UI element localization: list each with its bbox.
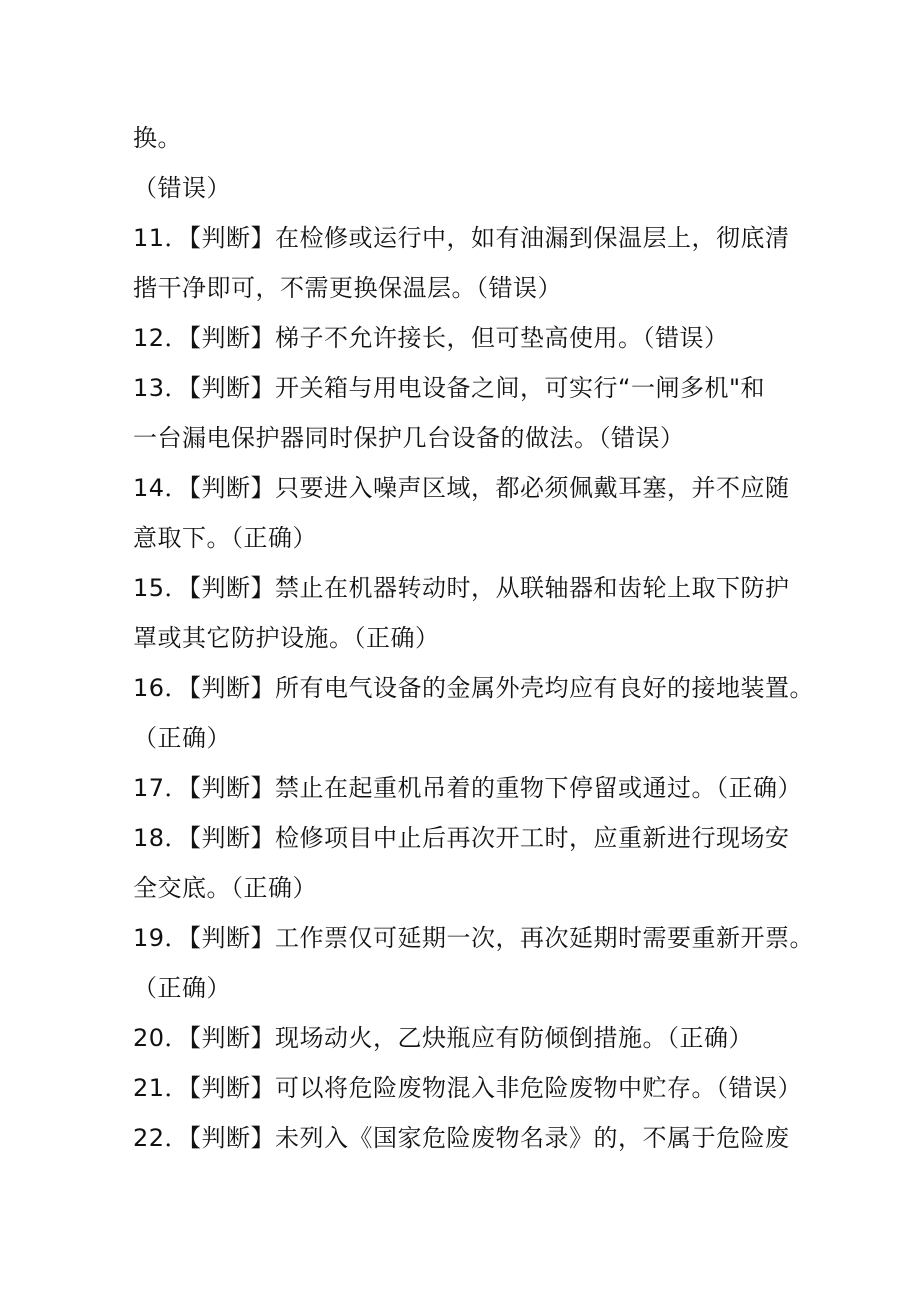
text-line: 全交底。（正确）: [133, 874, 317, 902]
text-line: 14．【判断】只要进入噪声区域，都必须佩戴耳塞，并不应随: [133, 474, 790, 502]
text-line: 15．【判断】禁止在机器转动时，从联轴器和齿轮上取下防护: [133, 574, 790, 602]
text-line: （正确）: [133, 974, 231, 1002]
text-line: 换。: [133, 124, 182, 152]
text-line: 11．【判断】在检修或运行中，如有油漏到保温层上，彻底清: [133, 224, 790, 252]
text-line: （正确）: [133, 724, 231, 752]
text-line: 21．【判断】可以将危险废物混入非危险废物中贮存。（错误）: [133, 1074, 803, 1102]
text-line: 揩干净即可，不需更换保温层。（错误）: [133, 274, 562, 302]
text-line: 16．【判断】所有电气设备的金属外壳均应有良好的接地装置。: [133, 674, 815, 702]
text-line: 13．【判断】开关箱与用电设备之间，可实行“一闸多机"和: [133, 374, 766, 402]
text-line: 12．【判断】梯子不允许接长，但可垫高使用。（错误）: [133, 324, 729, 352]
text-line: 19．【判断】工作票仅可延期一次，再次延期时需要重新开票。: [133, 924, 815, 952]
text-line: 22．【判断】未列入《国家危险废物名录》的，不属于危险废: [133, 1124, 790, 1152]
text-line: 意取下。（正确）: [133, 524, 317, 552]
text-line: 罩或其它防护设施。（正确）: [133, 624, 440, 652]
text-line: 一台漏电保护器同时保护几台设备的做法。（错误）: [133, 424, 685, 452]
text-line: 17．【判断】禁止在起重机吊着的重物下停留或通过。（正确）: [133, 774, 803, 802]
text-line: （错误）: [133, 174, 231, 202]
text-line: 20．【判断】现场动火，乙炔瓶应有防倾倒措施。（正确）: [133, 1024, 754, 1052]
text-line: 18．【判断】检修项目中止后再次开工时，应重新进行现场安: [133, 824, 790, 852]
document-body: [133, 113, 813, 1163]
